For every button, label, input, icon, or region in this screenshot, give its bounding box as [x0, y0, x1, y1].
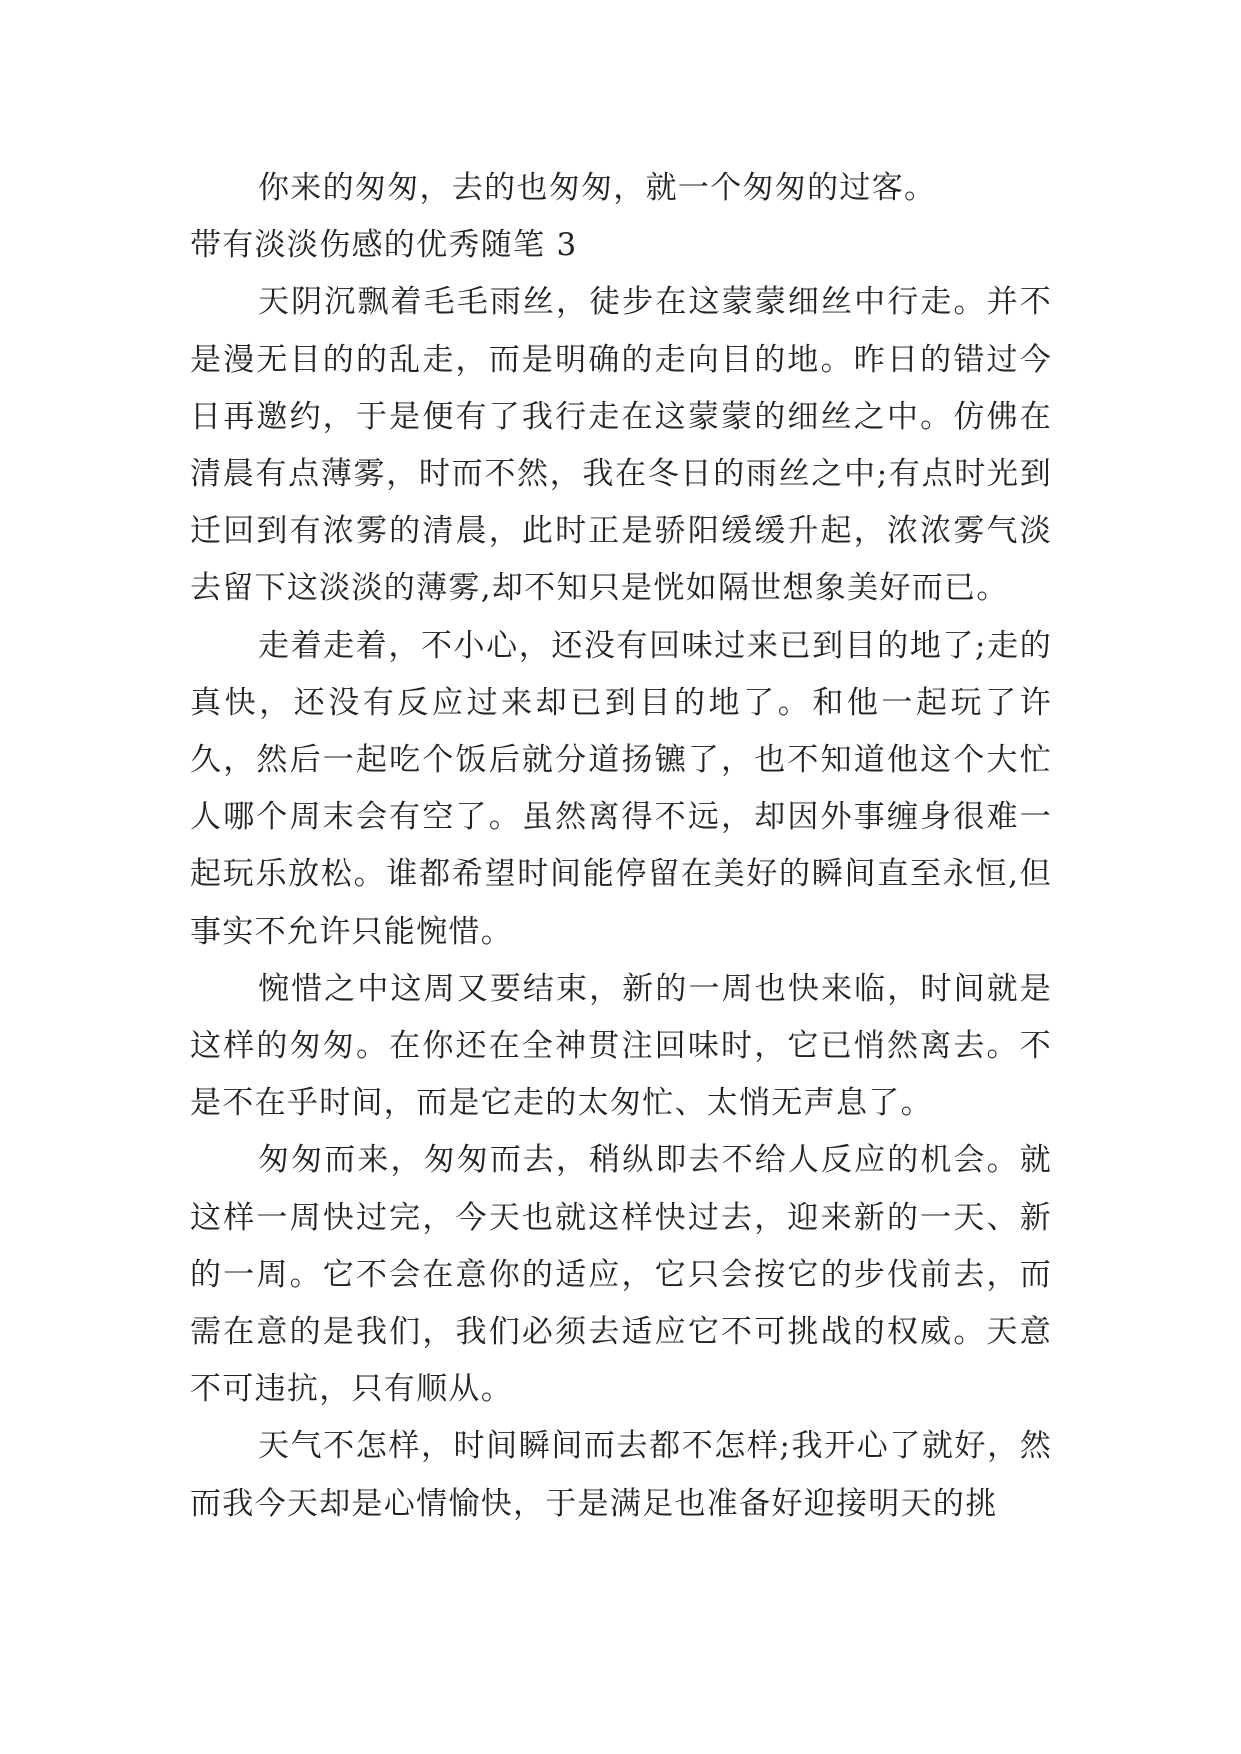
- section-title: 带有淡淡伤感的优秀随笔 3: [190, 227, 578, 264]
- body-paragraph-5: 天气不怎样，时间瞬间而去都不怎样;我开心了就好，然而我今天却是心情愉快，于是满足也准备好迎接明天的挑: [190, 1428, 1052, 1522]
- body-paragraph-1: 天阴沉飘着毛毛雨丝，徒步在这蒙蒙细丝中行走。并不是漫无目的的乱走，而是明确的走向目的地。昨日的错过今日再邀约，于是便有了我行走在这蒙蒙的细丝之中。仿佛在清晨有点薄雾，时而不然，我在冬日的雨丝之中;有点时光到迁回到有浓雾的清晨，此时正是骄阳缓缓升起，浓浓雾气淡去留下这淡淡的薄雾,却不知只是恍如隔世想象美好而已。: [190, 284, 1052, 607]
- body-paragraph-3: 惋惜之中这周又要结束，新的一周也快来临，时间就是这样的匆匆。在你还在全神贯注回味时，它已悄然离去。不是不在乎时间，而是它走的太匆忙、太悄无声息了。: [190, 970, 1052, 1122]
- intro-paragraph: 你来的匆匆，去的也匆匆，就一个匆匆的过客。: [258, 170, 937, 206]
- body-paragraph-4: 匆匆而来，匆匆而去，稍纵即去不给人反应的机会。就这样一周快过完，今天也就这样快过去，迎来新的一天、新的一周。它不会在意你的适应，它只会按它的步伐前去，而需在意的是我们，我们必须去适应它不可挑战的权威。天意不可违抗，只有顺从。: [190, 1142, 1052, 1408]
- body-paragraph-2: 走着走着，不小心，还没有回味过来已到目的地了;走的真快，还没有反应过来却已到目的地了。和他一起玩了许久，然后一起吃个饭后就分道扬镳了，也不知道他这个大忙人哪个周末会有空了。虽然离得不远，却因外事缠身很难一起玩乐放松。谁都希望时间能停留在美好的瞬间直至永恒,但事实不允许只能惋惜。: [190, 627, 1052, 950]
- document-body: [190, 160, 1052, 1533]
